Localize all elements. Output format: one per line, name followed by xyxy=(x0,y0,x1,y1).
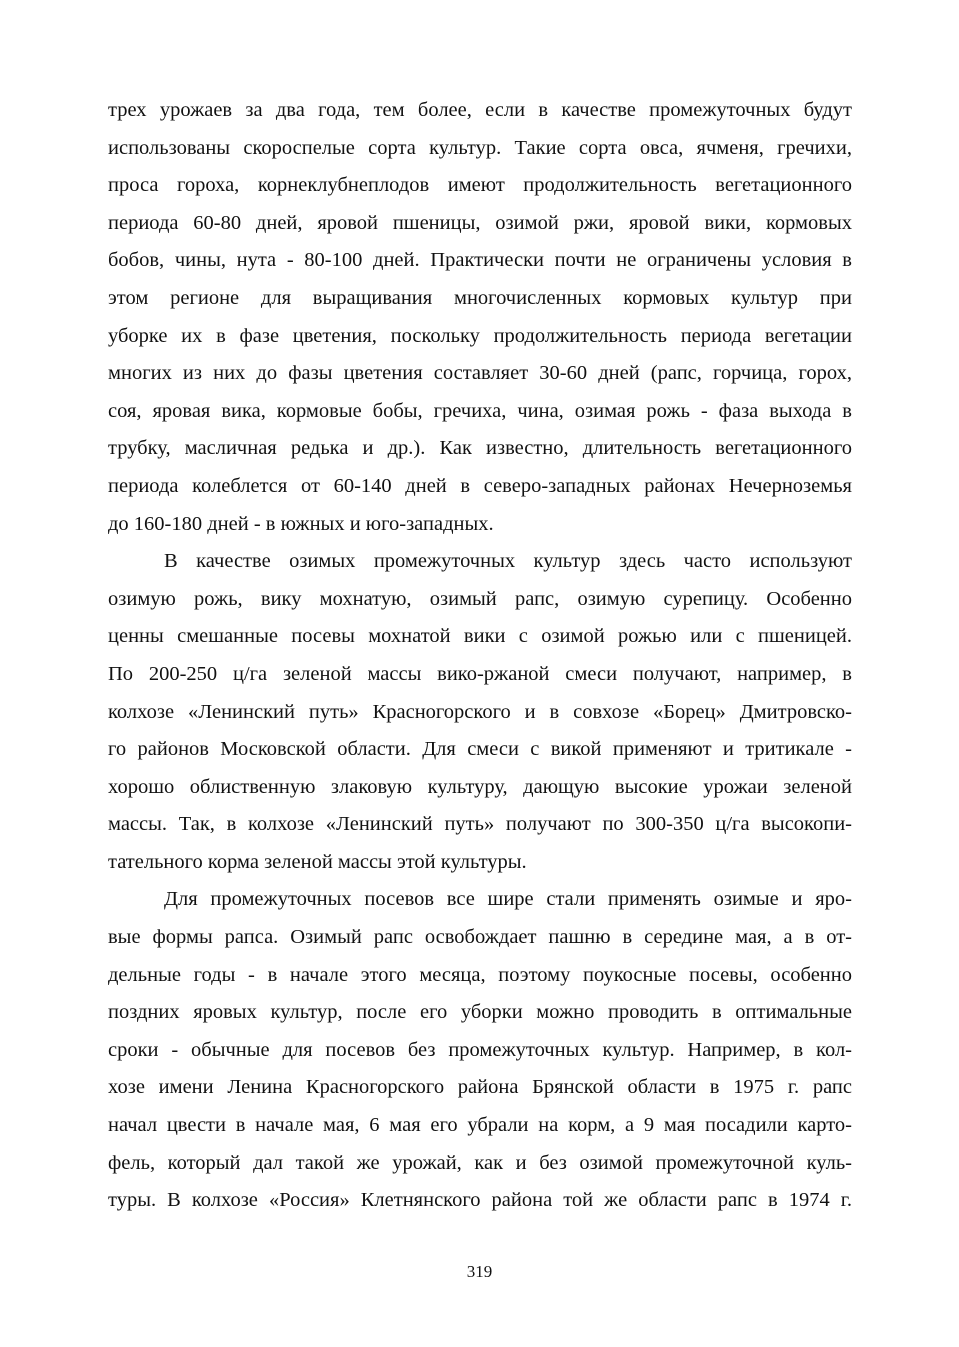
text-line: озимую рожь, вику мохнатую, озимый рапс, озимую сурепицу. Особенно xyxy=(108,587,852,610)
text-line: периода 60-80 дней, яровой пшеницы, озимой ржи, яровой вики, кормовых xyxy=(108,211,852,234)
text-line: ценны смешанные посевы мохнатой вики с озимой рожью или с пшеницей. xyxy=(108,625,852,648)
text-line: трубку, масличная редька и др.). Как известно, длительность вегетационного xyxy=(108,437,852,460)
paragraph-2 xyxy=(108,543,852,881)
text-line: многих из них до фазы цветения составляет 30-60 дней (рапс, горчица, горох, xyxy=(108,362,852,385)
paragraph-3 xyxy=(108,881,852,1219)
text-line: этом регионе для выращивания многочисленных кормовых культур при xyxy=(108,286,852,309)
text-line: трех урожаев за два года, тем более, если в качестве промежуточных будут xyxy=(108,99,852,121)
text-line: колхозе «Ленинский путь» Красногорского и в совхозе «Борец» Дмитровско- xyxy=(108,700,852,723)
text-line: массы. Так, в колхозе «Ленинский путь» получают по 300-350 ц/га высокопи- xyxy=(108,813,852,836)
text-line: дельные годы - в начале этого месяца, поэтому поукосные посевы, особенно xyxy=(108,963,852,986)
text-line: бобов, чины, нута - 80-100 дней. Практически почти не ограничены условия в xyxy=(108,249,852,272)
body-text xyxy=(108,92,852,1220)
text-line: хорошо облиственную злаковую культуру, дающую высокие урожаи зеленой xyxy=(108,775,852,798)
text-line: Для промежуточных посевов все шире стали применять озимые и яро- xyxy=(164,888,852,911)
text-line: вые формы рапса. Озимый рапс освобождает пашню в середине мая, а в от- xyxy=(108,926,852,949)
page-number: 319 xyxy=(466,1262,493,1281)
text-line: уборке их в фазе цветения, поскольку продолжительность периода вегетации xyxy=(108,324,852,347)
text-line: проса гороха, корнеклубнеплодов имеют продолжительность вегетационного xyxy=(108,174,852,197)
text-line: фель, который дал такой же урожай, как и без озимой промежуточной куль- xyxy=(108,1151,852,1174)
text-line: периода колеблется от 60-140 дней в северо-западных районах Нечерноземья xyxy=(108,474,852,497)
text-line: использованы скороспелые сорта культур. Такие сорта овса, ячменя, гречихи, xyxy=(108,136,852,159)
text-line: сроки - обычные для посевов без промежуточных культур. Например, в кол- xyxy=(108,1038,852,1061)
text-line: тательного корма зеленой массы этой культуры. xyxy=(108,850,527,873)
text-line: В качестве озимых промежуточных культур здесь часто используют xyxy=(164,550,852,573)
text-line: до 160-180 дней - в южных и юго-западных. xyxy=(108,512,494,535)
text-line: туры. В колхозе «Россия» Клетнянского района той же области рапс в 1974 г. xyxy=(108,1189,852,1212)
paragraph-1 xyxy=(108,92,852,543)
text-line: По 200-250 ц/га зеленой массы вико-ржаной смеси получают, например, в xyxy=(108,662,852,685)
text-line: поздних яровых культур, после его уборки можно проводить в оптимальные xyxy=(108,1001,852,1024)
text-line: соя, яровая вика, кормовые бобы, гречиха, чина, озимая рожь - фаза выхода в xyxy=(108,399,852,422)
text-line: начал цвести в начале мая, 6 мая его убрали на корм, а 9 мая посадили карто- xyxy=(108,1114,852,1137)
text-line: го районов Московской области. Для смеси с викой применяют и тритикале - xyxy=(108,738,852,761)
text-line: хозе имени Ленина Красногорского района Брянской области в 1975 г. рапс xyxy=(108,1076,852,1099)
